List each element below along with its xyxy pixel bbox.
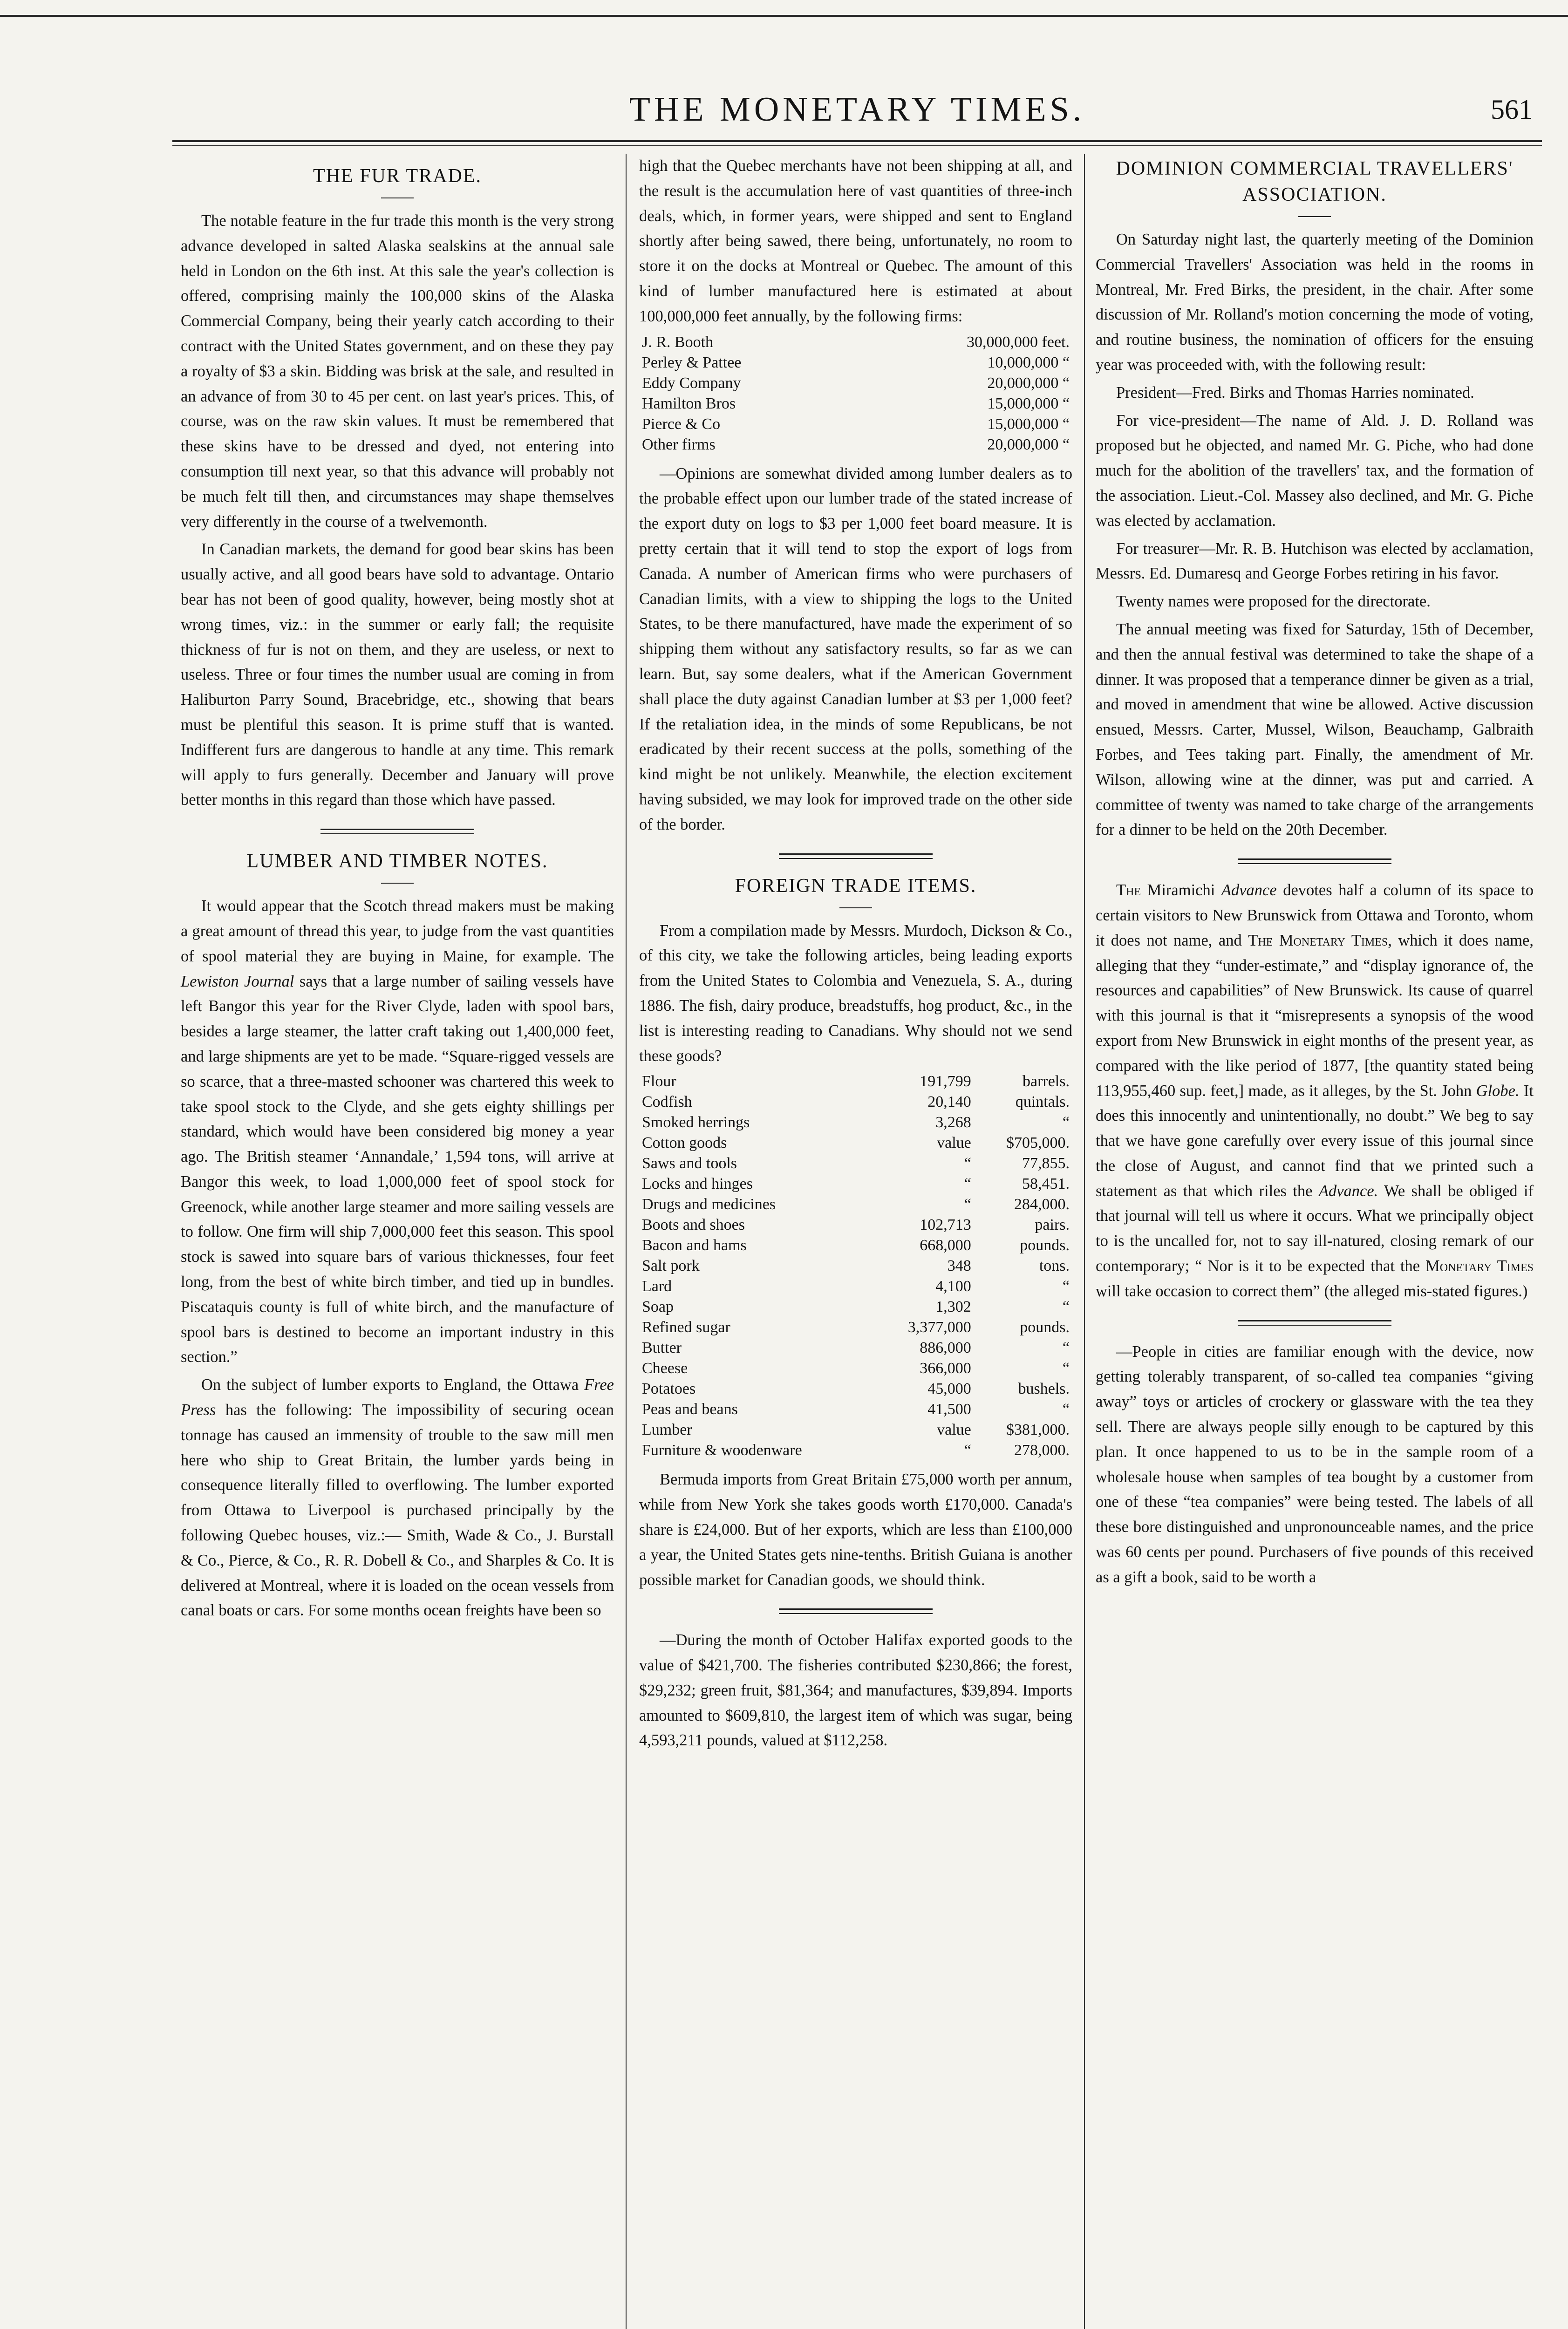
firm-amount: 10,000,000 “	[987, 354, 1070, 371]
export-item: Salt pork	[642, 1257, 700, 1275]
firm-row	[639, 394, 1072, 414]
export-unit: 58,451.	[1022, 1175, 1070, 1193]
export-qty: 366,000	[920, 1360, 971, 1377]
export-item: Drugs and medicines	[642, 1196, 776, 1213]
export-item: Peas and beans	[642, 1401, 738, 1418]
export-unit: 77,855.	[1022, 1155, 1070, 1172]
export-row	[639, 1379, 1072, 1399]
export-item: Cotton goods	[642, 1134, 727, 1152]
export-row	[639, 1338, 1072, 1358]
firm-name: Pierce & Co	[642, 415, 721, 433]
top-border-rule	[0, 15, 1568, 17]
export-unit: quintals.	[1015, 1093, 1070, 1111]
export-qty: 3,268	[935, 1114, 971, 1131]
column-divider	[626, 154, 627, 2329]
firm-amount: 20,000,000 “	[987, 374, 1070, 392]
export-unit: $381,000.	[1006, 1421, 1070, 1439]
masthead-title: THE MONETARY TIMES.	[629, 90, 1085, 129]
firm-amount: 15,000,000 “	[987, 415, 1070, 433]
publication-name: Free Press	[181, 1376, 614, 1419]
lumber-firms-table	[639, 332, 1072, 455]
firm-name: Perley & Pattee	[642, 354, 742, 371]
article-heading-fur-trade: THE FUR TRADE.	[313, 165, 482, 187]
export-qty: “	[964, 1155, 971, 1172]
export-unit: “	[1062, 1114, 1070, 1131]
export-item: Soap	[642, 1298, 674, 1316]
export-qty: 102,713	[920, 1216, 971, 1234]
export-qty: 41,500	[927, 1401, 971, 1418]
export-unit: barrels.	[1022, 1073, 1070, 1090]
export-unit: “	[1062, 1298, 1070, 1316]
fur-paragraph-1: The notable feature in the fur trade this month is the very strong advance developed in salted Alaska sealskins at the annual sale held in London on the 6th inst. At this sale the year's collection is offered, comprising mainly the 100,000 skins of the Alaska Commercial Company, being their yearly catch according to their contract with the United States government, and on these they pay a royalty of $3 a skin. Bidding was brisk at the sale, and resulted in an advance of from 30 to 45 per cent. on last year's prices. This, of course, was on the raw skin values. It must be remembered that these skins have to be dressed and dyed, not entering into consumption till next year, so that this advance will probably not be much felt till then, and circumstances may shape themselves very differently in the course of a twelvemonth.	[181, 212, 614, 531]
export-item: Lumber	[642, 1421, 692, 1439]
firm-name: Eddy Company	[642, 374, 741, 392]
export-item: Smoked herrings	[642, 1114, 750, 1131]
dcta-paragraph-4: For treasurer—Mr. R. B. Hutchison was elected by acclamation, Messrs. Ed. Dumaresq and George Forbes retiring in his favor.	[1096, 539, 1534, 583]
export-item: Bacon and hams	[642, 1237, 747, 1254]
export-row	[639, 1276, 1072, 1297]
article-heading-foreign-trade: FOREIGN TRADE ITEMS.	[735, 875, 977, 897]
publication-name: Lewiston Journal	[181, 972, 294, 990]
export-unit: pounds.	[1020, 1319, 1070, 1336]
export-unit: bushels.	[1018, 1380, 1070, 1398]
export-item: Flour	[642, 1073, 676, 1090]
export-row	[639, 1153, 1072, 1174]
dcta-paragraph-6: The annual meeting was fixed for Saturday, 15th of December, and then the annual festival was determined to take the shape of a dinner. It was proposed that a temperance dinner be given as a trial, and moved in amendment that wine be allowed. Active discussion ensued, Messrs. Carter, Mussel, Wilson, Beauchamp, Galbraith Forbes, and Tees taking part. Finally, the amendment of Mr. Wilson, allowing wine at the dinner, was put and carried. A committee of twenty was named to take charge of the arrangements for a dinner to be held on the 20th December.	[1096, 620, 1534, 839]
export-qty: “	[964, 1175, 971, 1193]
section-separator	[779, 1608, 933, 1614]
export-unit: pounds.	[1020, 1237, 1070, 1254]
export-unit: pairs.	[1035, 1216, 1070, 1234]
export-item: Boots and shoes	[642, 1216, 745, 1234]
section-separator	[1238, 858, 1391, 864]
miramichi-paragraph: The Miramichi Advance devotes half a column of its space to certain visitors to New Brunswick from Ottawa and Toronto, whom it does not name, and The Monetary Times, which it does name, alleging that they “under-estimate,” and “display ignorance of, the resources and capabilities” of New Brunswick. Its cause of quarrel with this journal is that it “misrepresents a synopsis of the wood export from New Brunswick in eight months of the present year, as compared with the like period of 1877, [the quantity stated being 113,955,460 sup. feet,] made, as it alleges, by the St. John Globe. It does this innocently and unintentionally, no doubt.” We beg to say that we have gone carefully over every issue of this journal since the close of August, and cannot find that we printed such a statement as that which riles the Advance. We shall be obliged if that journal will tell us where it occurs. What we principally object to is the uncalled for, not to say ill-natured, closing remark of our contemporary; “ Nor is it to be expected that the Monetary Times will take occasion to correct them” (the alleged mis-stated figures.)	[1096, 881, 1534, 1300]
export-unit: 284,000.	[1014, 1196, 1070, 1213]
dcta-paragraph-3: For vice-president—The name of Ald. J. D. Rolland was proposed but he objected, and named Mr. G. Piche, who had done much for the abolition of the travellers' tax, and the formation of the association. Lieut.-Col. Massey also declined, and Mr. G. Piche was elected by acclamation.	[1096, 411, 1534, 530]
foreign-trade-intro: From a compilation made by Messrs. Murdoch, Dickson & Co., of this city, we take the following articles, being leading exports from the United States to Colombia and Venezuela, S. A., during 1886. The fish, dairy produce, breadstuffs, hog product, &c., in the list is interesting reading to Canadians. Why should not we send these goods?	[639, 921, 1072, 1065]
export-unit: “	[1062, 1401, 1070, 1418]
export-row	[639, 1420, 1072, 1440]
export-item: Cheese	[642, 1360, 688, 1377]
export-unit: “	[1062, 1360, 1070, 1377]
firm-name: J. R. Booth	[642, 333, 714, 351]
export-qty: 668,000	[920, 1237, 971, 1254]
page-number: 561	[1491, 94, 1533, 125]
firm-row	[639, 353, 1072, 373]
header-rule	[172, 140, 1542, 142]
article-heading-dcta: DOMINION COMMERCIAL TRAVELLERS' ASSOCIATION.	[1116, 158, 1513, 205]
tea-paragraph: —People in cities are familiar enough with the device, now getting tolerably transparent, of so-called tea companies “giving away” toys or articles of crockery or glassware with the tea they sell. There are always people silly enough to be captured by this plan. It once happened to us to be in the sample room of a wholesale house when samples of tea bought by a customer from one of these “tea companies” were being tested. The labels of all these bore distinguished and unpronounceable names, and the price was 60 cents per pound. Purchasers of five pounds of this received as a gift a book, said to be worth a	[1096, 1342, 1534, 1586]
section-separator	[1238, 1320, 1391, 1326]
export-qty: 191,799	[920, 1073, 971, 1090]
column-divider	[1084, 154, 1085, 2329]
export-row	[639, 1112, 1072, 1133]
firm-amount: 15,000,000 “	[987, 395, 1070, 412]
export-row	[639, 1399, 1072, 1420]
firm-row	[639, 414, 1072, 435]
firm-name: Other firms	[642, 436, 716, 453]
firm-row	[639, 435, 1072, 455]
export-item: Potatoes	[642, 1380, 696, 1398]
export-item: Furniture & woodenware	[642, 1442, 802, 1459]
export-item: Butter	[642, 1339, 682, 1357]
lumber-continued-paragraph: high that the Quebec merchants have not been shipping at all, and the result is the accumulation here of vast quantities of three-inch deals, which, in former years, were shipped and sent to England shortly after being sawed, there being, unfortunately, no room to store it on the docks at Montreal or Quebec. The amount of this kind of lumber manufactured here is estimated at about 100,000,000 feet annually, by the following firms:	[639, 157, 1072, 325]
export-item: Saws and tools	[642, 1155, 737, 1172]
export-qty: “	[964, 1442, 971, 1459]
dcta-paragraph-1: On Saturday night last, the quarterly meeting of the Dominion Commercial Travellers' Association was held in the rooms in Montreal, Mr. Fred Birks, the president, in the chair. After some discussion of Mr. Rolland's motion concerning the mode of voting, and routine business, the nomination of officers for the ensuing year was proceeded with, with the following result:	[1096, 231, 1534, 374]
export-row	[639, 1235, 1072, 1256]
firm-name: Hamilton Bros	[642, 395, 736, 412]
export-row	[639, 1133, 1072, 1153]
export-item: Codfish	[642, 1093, 692, 1111]
column-3	[1096, 154, 1534, 1593]
export-row	[639, 1215, 1072, 1235]
export-item: Locks and hinges	[642, 1175, 753, 1193]
page-header	[172, 89, 1542, 130]
heading-dash	[381, 883, 414, 884]
export-row	[639, 1092, 1072, 1112]
export-row	[639, 1194, 1072, 1215]
exports-table	[639, 1071, 1072, 1461]
header-rule-thin	[172, 145, 1542, 146]
lumber-paragraph-2: On the subject of lumber exports to England, the Ottawa Free Press has the following: The impossibility of securing ocean tonnage has caused an immensity of trouble to the saw mill men here who ship to Great Britain, the lumber yards being in consequence literally filled to overflowing. The lumber exported from Ottawa to Liverpool is purchased principally by the following Quebec houses, viz.:— Smith, Wade & Co., J. Burstall & Co., Pierce, & Co., R. R. Dobell & Co., and Sharples & Co. It is delivered at Montreal, where it is loaded on the ocean vessels from canal boats or cars. For some months ocean freights have been so	[181, 1376, 614, 1620]
halifax-paragraph: —During the month of October Halifax exported goods to the value of $421,700. The fisheries contributed $230,866; the forest, $29,232; green fruit, $81,364; and manufactures, $39,894. Imports amounted to $609,810, the largest item of which was sugar, being 4,593,211 pounds, valued at $112,258.	[639, 1631, 1072, 1750]
dcta-paragraph-5: Twenty names were proposed for the directorate.	[1116, 592, 1431, 611]
firm-row	[639, 332, 1072, 353]
firm-amount: 20,000,000 “	[987, 436, 1070, 453]
column-2	[639, 154, 1072, 1756]
export-unit: 278,000.	[1014, 1442, 1070, 1459]
export-row	[639, 1256, 1072, 1276]
heading-dash	[1298, 216, 1331, 217]
export-qty: 4,100	[935, 1278, 971, 1295]
export-qty: value	[937, 1421, 971, 1439]
opinions-paragraph: —Opinions are somewhat divided among lumber dealers as to the probable effect upon our lumber trade of the stated increase of the export duty on logs to $3 per 1,000 feet board measure. It is pretty certain that it will tend to stop the export of logs from Canada. A number of American firms who were purchasers of Canadian limits, with a view to shipping the logs to the United States, to be there manufactured, have made the experiment of so shipping them without any satisfactory results, so far as we can learn. But, say some dealers, what if the American Government shall place the duty against Canadian lumber at $3 per 1,000 feet? If the retaliation idea, in the minds of some Republicans, be not eradicated by their recent success at the polls, something of the kind might be not unlikely. Meanwhile, the election excitement having subsided, we may look for improved trade on the other side of the border.	[639, 464, 1072, 833]
fur-paragraph-2: In Canadian markets, the demand for good bear skins has been usually active, and all good bears have sold to advantage. Ontario bear has not been of good quality, however, being mostly shot at wrong times, viz.: in the summer or early fall; the requisite thickness of fur is not on them, and they are useless, or next to useless. Three or four times the number usual are coming in from Haliburton Parry Sound, Bracebridge, etc., showing that bears must be plentiful this season. It is prime stuff that is wanted. Indifferent furs are dangerous to handle at any time. This remark will apply to furs generally. December and January will prove better months in this regard than those which have passed.	[181, 540, 614, 809]
heading-dash	[381, 197, 414, 198]
export-unit: “	[1062, 1278, 1070, 1295]
export-qty: 348	[947, 1257, 971, 1275]
export-row	[639, 1297, 1072, 1317]
export-qty: 20,140	[927, 1093, 971, 1111]
export-qty: 45,000	[927, 1380, 971, 1398]
firm-row	[639, 373, 1072, 394]
export-row	[639, 1358, 1072, 1379]
export-row	[639, 1317, 1072, 1338]
export-unit: “	[1062, 1339, 1070, 1357]
heading-dash	[839, 907, 872, 908]
export-item: Refined sugar	[642, 1319, 730, 1336]
export-qty: value	[937, 1134, 971, 1152]
export-item: Lard	[642, 1278, 672, 1295]
export-unit: tons.	[1039, 1257, 1070, 1275]
export-row	[639, 1440, 1072, 1461]
article-heading-lumber: LUMBER AND TIMBER NOTES.	[246, 851, 548, 872]
export-qty: 3,377,000	[907, 1319, 971, 1336]
export-qty: 1,302	[935, 1298, 971, 1316]
firm-amount: 30,000,000 feet.	[967, 333, 1070, 351]
column-1	[181, 154, 614, 1626]
section-separator	[779, 853, 933, 859]
bermuda-paragraph: Bermuda imports from Great Britain £75,000 worth per annum, while from New York she takes goods worth £170,000. Canada's share is £24,000. But of her exports, which are less than £100,000 a year, the United States gets nine-tenths. British Guiana is another possible market for Canadian goods, we should think.	[639, 1471, 1072, 1589]
export-row	[639, 1174, 1072, 1194]
section-separator	[320, 829, 474, 834]
export-qty: “	[964, 1196, 971, 1213]
dcta-paragraph-2: President—Fred. Birks and Thomas Harries nominated.	[1116, 383, 1474, 402]
export-qty: 886,000	[920, 1339, 971, 1357]
export-row	[639, 1071, 1072, 1092]
lumber-paragraph-1: It would appear that the Scotch thread makers must be making a great amount of thread this year, to judge from the vast quantities of spool material they are buying in Maine, for example. The Lewiston Journal says that a large number of sailing vessels have left Bangor this year for the River Clyde, laden with spool bars, besides a large steamer, the latter craft taking out 1,400,000 feet, and large shipments are yet to be made. “Square-rigged vessels are so scarce, that a three-masted schooner was chartered this week to take spool stock to the Clyde, and she gets eighty shillings per standard, which would have been considered big money a year ago. The British steamer ‘Annandale,’ 1,594 tons, will arrive at Bangor this week, to load 1,000,000 feet of spool stock for Greenock, while another large steamer and more sailing vessels are to follow. One firm will ship 7,000,000 feet this season. This spool stock is sawed into square bars of various thicknesses, four feet long, from the best of white birch timber, and tied up in bundles. Piscataquis county is full of white birch, and the manufacture of spool bars is destined to become an important industry in this section.”	[181, 897, 614, 1366]
export-unit: $705,000.	[1006, 1134, 1070, 1152]
